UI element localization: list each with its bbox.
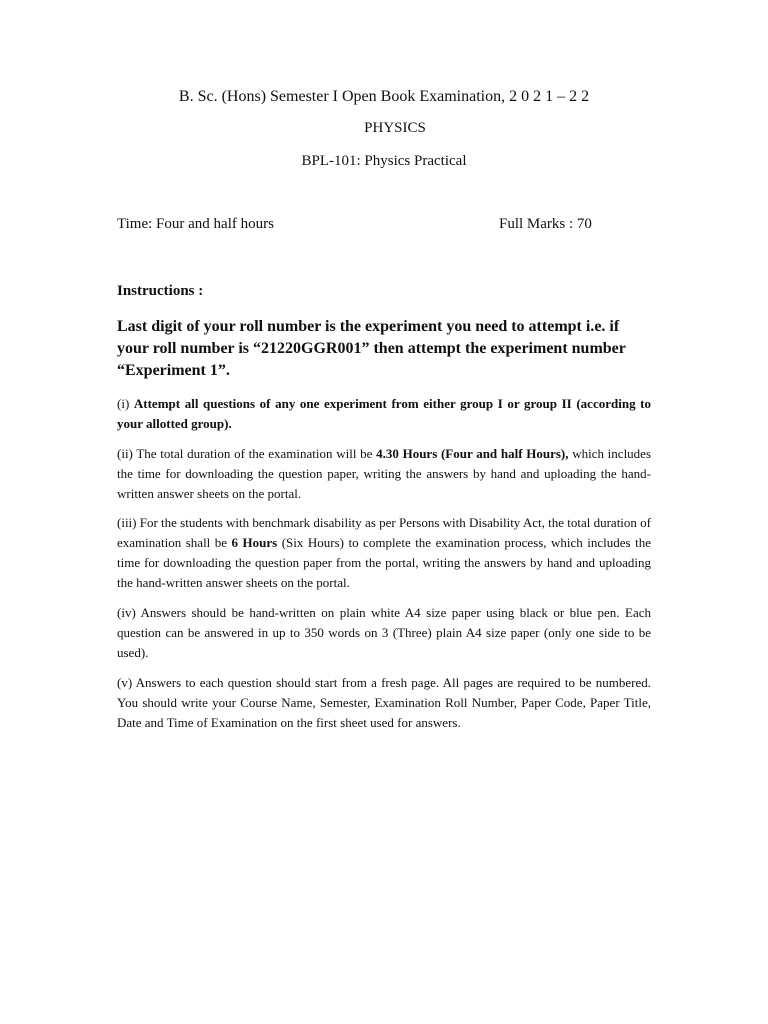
instruction-iii [117, 513, 651, 593]
instruction-ii [117, 444, 651, 504]
instruction-ii-prefix: (ii) The total duration of the examination will be [117, 446, 377, 461]
instruction-i-bold: Attempt all questions of any one experiment from either group I or group II (according to your allotted group). [117, 396, 652, 431]
instruction-i-prefix: (i) [117, 396, 134, 411]
paper-code-title: BPL-101: Physics Practical [301, 153, 467, 169]
instruction-ii-bold: 4.30 Hours (Four and half Hours), [376, 446, 569, 461]
instructions-heading: Instructions : [117, 283, 204, 299]
instruction-iv: (iv) Answers should be hand-written on plain white A4 size paper using black or blue pen. Each question can be answered in up to 350 words on 3 (Three) plain A4 size paper (only one side to be used). [117, 605, 651, 660]
full-marks: Full Marks : 70 [499, 216, 592, 232]
exam-duration: Time: Four and half hours [117, 216, 274, 232]
exam-title: B. Sc. (Hons) Semester I Open Book Examination, 2 0 2 1 – 2 2 [178, 88, 590, 105]
subject-name: PHYSICS [364, 120, 426, 136]
instruction-ii-suffix: which includes the time for downloading the question paper, writing the answers by hand and uploading the hand-written answer sheets on the portal. [117, 446, 652, 501]
instruction-iii-bold: 6 Hours [231, 535, 278, 550]
instruction-i [117, 394, 651, 434]
instruction-iii-prefix: (iii) For the students with benchmark disability as per Persons with Disability Act, the total duration of examination shall be [117, 515, 652, 550]
instructions-lead: Last digit of your roll number is the experiment you need to attempt i.e. if your roll number is “21220GGR001” then attempt the experiment number “Experiment 1”. [117, 318, 626, 379]
instruction-v: (v) Answers to each question should start from a fresh page. All pages are required to be numbered. You should write your Course Name, Semester, Examination Roll Number, Paper Code, Paper Title, Date and Time of Examination on the first sheet used for answers. [117, 675, 651, 730]
instruction-iii-suffix: (Six Hours) to complete the examination process, which includes the time for downloading the question paper from the portal, writing the answers by hand and uploading the hand-written answer sheets on the portal. [117, 535, 651, 590]
